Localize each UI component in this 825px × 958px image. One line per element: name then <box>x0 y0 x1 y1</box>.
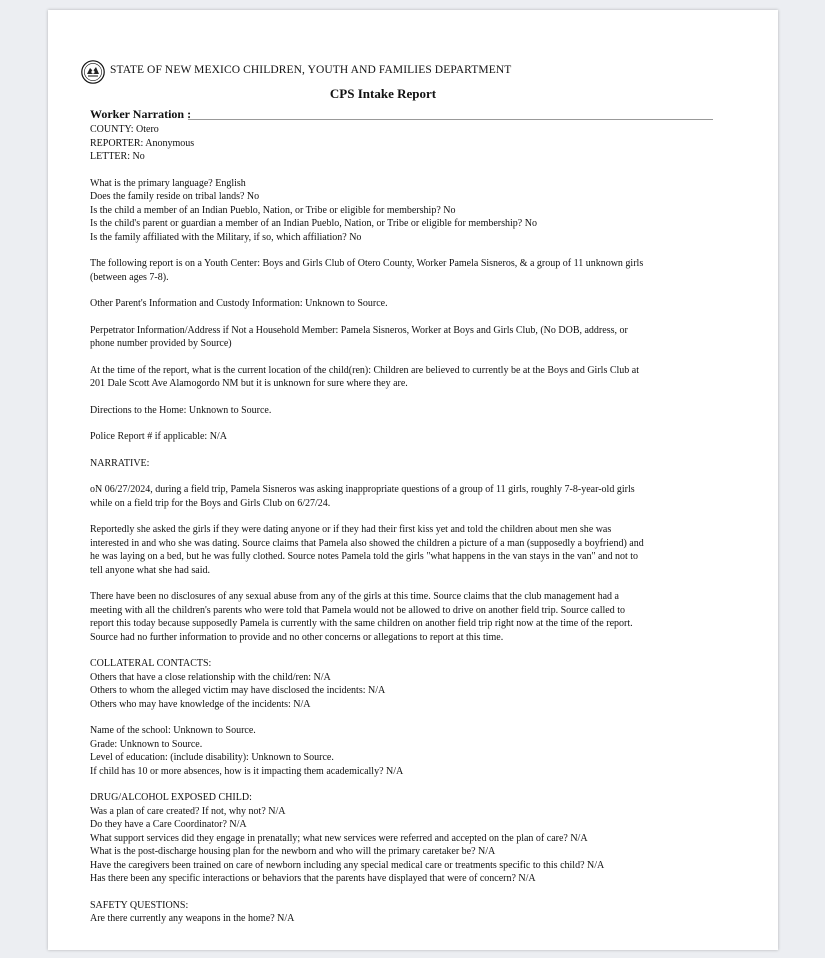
narrative-line: Reportedly she asked the girls if they were dating anyone or if they had their first kiss yet and told the children about men she was <box>90 524 612 535</box>
safety-item: Are there currently any weapons in the home? N/A <box>90 913 295 924</box>
drug-item: Has there been any specific interactions or behaviors that the parents have displayed that were of concern? N/A <box>90 873 536 884</box>
question-line: Is the family affiliated with the Military, if so, which affiliation? No <box>90 231 362 243</box>
other-parent-info: Other Parent's Information and Custody Information: Unknown to Source. <box>90 298 388 309</box>
department-name: STATE OF NEW MEXICO CHILDREN, YOUTH AND FAMILIES DEPARTMENT <box>110 64 512 76</box>
narrative-line: report this today because supposedly Pamela is currently with the same children on another field trip right now at the time of the report. <box>90 618 633 629</box>
question-line: What is the primary language? English <box>90 177 246 189</box>
drug-item: Do they have a Care Coordinator? N/A <box>90 819 247 830</box>
section-heading: Worker Narration : <box>90 107 192 121</box>
letter-line: LETTER: No <box>90 151 145 162</box>
police-report-line: Police Report # if applicable: N/A <box>90 431 227 442</box>
school-line: If child has 10 or more absences, how is it impacting them academically? N/A <box>90 765 404 777</box>
collateral-item: Others that have a close relationship with the child/ren: N/A <box>90 671 331 683</box>
report-subject-line: (between ages 7-8). <box>90 271 169 283</box>
drug-item: Was a plan of care created? If not, why not? N/A <box>90 805 286 817</box>
question-line: Is the child's parent or guardian a member of an Indian Pueblo, Nation, or Tribe or eligible for membership? No <box>90 218 537 229</box>
county-line: COUNTY: Otero <box>90 124 159 135</box>
safety-label: SAFETY QUESTIONS: <box>90 899 189 911</box>
report-subject-line: The following report is on a Youth Center: Boys and Girls Club of Otero County, Worker Pamela Sisneros, & a group of 11 unknown girls <box>90 258 644 269</box>
narrative-line: he was laying on a bed, but he was fully clothed. Source notes Pamela told the girls "what happens in the van stays in the van" and not to <box>90 551 639 562</box>
narrative-line: There have been no disclosures of any sexual abuse from any of the girls at this time. Source claims that the club management had a <box>90 591 619 602</box>
document-page <box>48 10 778 950</box>
drug-item: What is the post-discharge housing plan for the newborn and who will the primary caretaker be? N/A <box>90 846 496 857</box>
narrative-label: NARRATIVE: <box>90 457 150 469</box>
directions-line: Directions to the Home: Unknown to Source. <box>90 404 272 416</box>
drug-item: What support services did they engage in prenatally; what new services were referred and accepted on the plan of care? N/A <box>90 832 588 844</box>
location-line: 201 Dale Scott Ave Alamogordo NM but it is unknown for sure where they are. <box>90 378 408 389</box>
question-line: Is the child a member of an Indian Pueblo, Nation, or Tribe or eligible for membership? No <box>90 204 456 216</box>
location-line: At the time of the report, what is the current location of the child(ren): Children are believed to currently be at the Boys and Girls Club at <box>90 364 639 376</box>
report-body <box>90 123 740 926</box>
collateral-label: COLLATERAL CONTACTS: <box>90 658 212 669</box>
perpetrator-info-line: Perpetrator Information/Address if Not a Household Member: Pamela Sisneros, Worker at Boys and Girls Club, (No DOB, address, or <box>90 324 628 336</box>
department-seal-icon <box>81 60 105 84</box>
report-title: CPS Intake Report <box>329 86 437 101</box>
collateral-item: Others to whom the alleged victim may have disclosed the incidents: N/A <box>90 685 386 696</box>
school-line: Level of education: (include disability): Unknown to Source. <box>90 752 334 763</box>
school-line: Grade: Unknown to Source. <box>90 738 203 750</box>
perpetrator-info-line: phone number provided by Source) <box>90 338 232 349</box>
drug-item: Have the caregivers been trained on care of newborn including any special medical care or treatments specific to this child? N/A <box>90 859 605 871</box>
narrative-line: oN 06/27/2024, during a field trip, Pamela Sisneros was asking inappropriate questions of a group of 11 girls, roughly 7-8-year-old girls <box>90 484 635 495</box>
narrative-line: while on a field trip for the Boys and Girls Club on 6/27/24. <box>90 497 331 509</box>
heading-rule <box>188 119 713 120</box>
narrative-line: Source had no further information to provide and no other concerns or allegations to report at this time. <box>90 631 504 643</box>
reporter-line: REPORTER: Anonymous <box>90 137 195 149</box>
drug-label: DRUG/ALCOHOL EXPOSED CHILD: <box>90 792 252 803</box>
question-line: Does the family reside on tribal lands? No <box>90 191 260 202</box>
collateral-item: Others who may have knowledge of the incidents: N/A <box>90 698 311 710</box>
school-line: Name of the school: Unknown to Source. <box>90 725 256 736</box>
narrative-line: interested in and who she was dating. Source claims that Pamela also showed the children a picture of a man (supposedly a boyfriend) and <box>90 537 644 549</box>
narrative-line: tell anyone what she had said. <box>90 564 210 576</box>
narrative-line: meeting with all the children's parents who were told that Pamela would not be allowed to drive on another field trip. Source called to <box>90 604 625 616</box>
